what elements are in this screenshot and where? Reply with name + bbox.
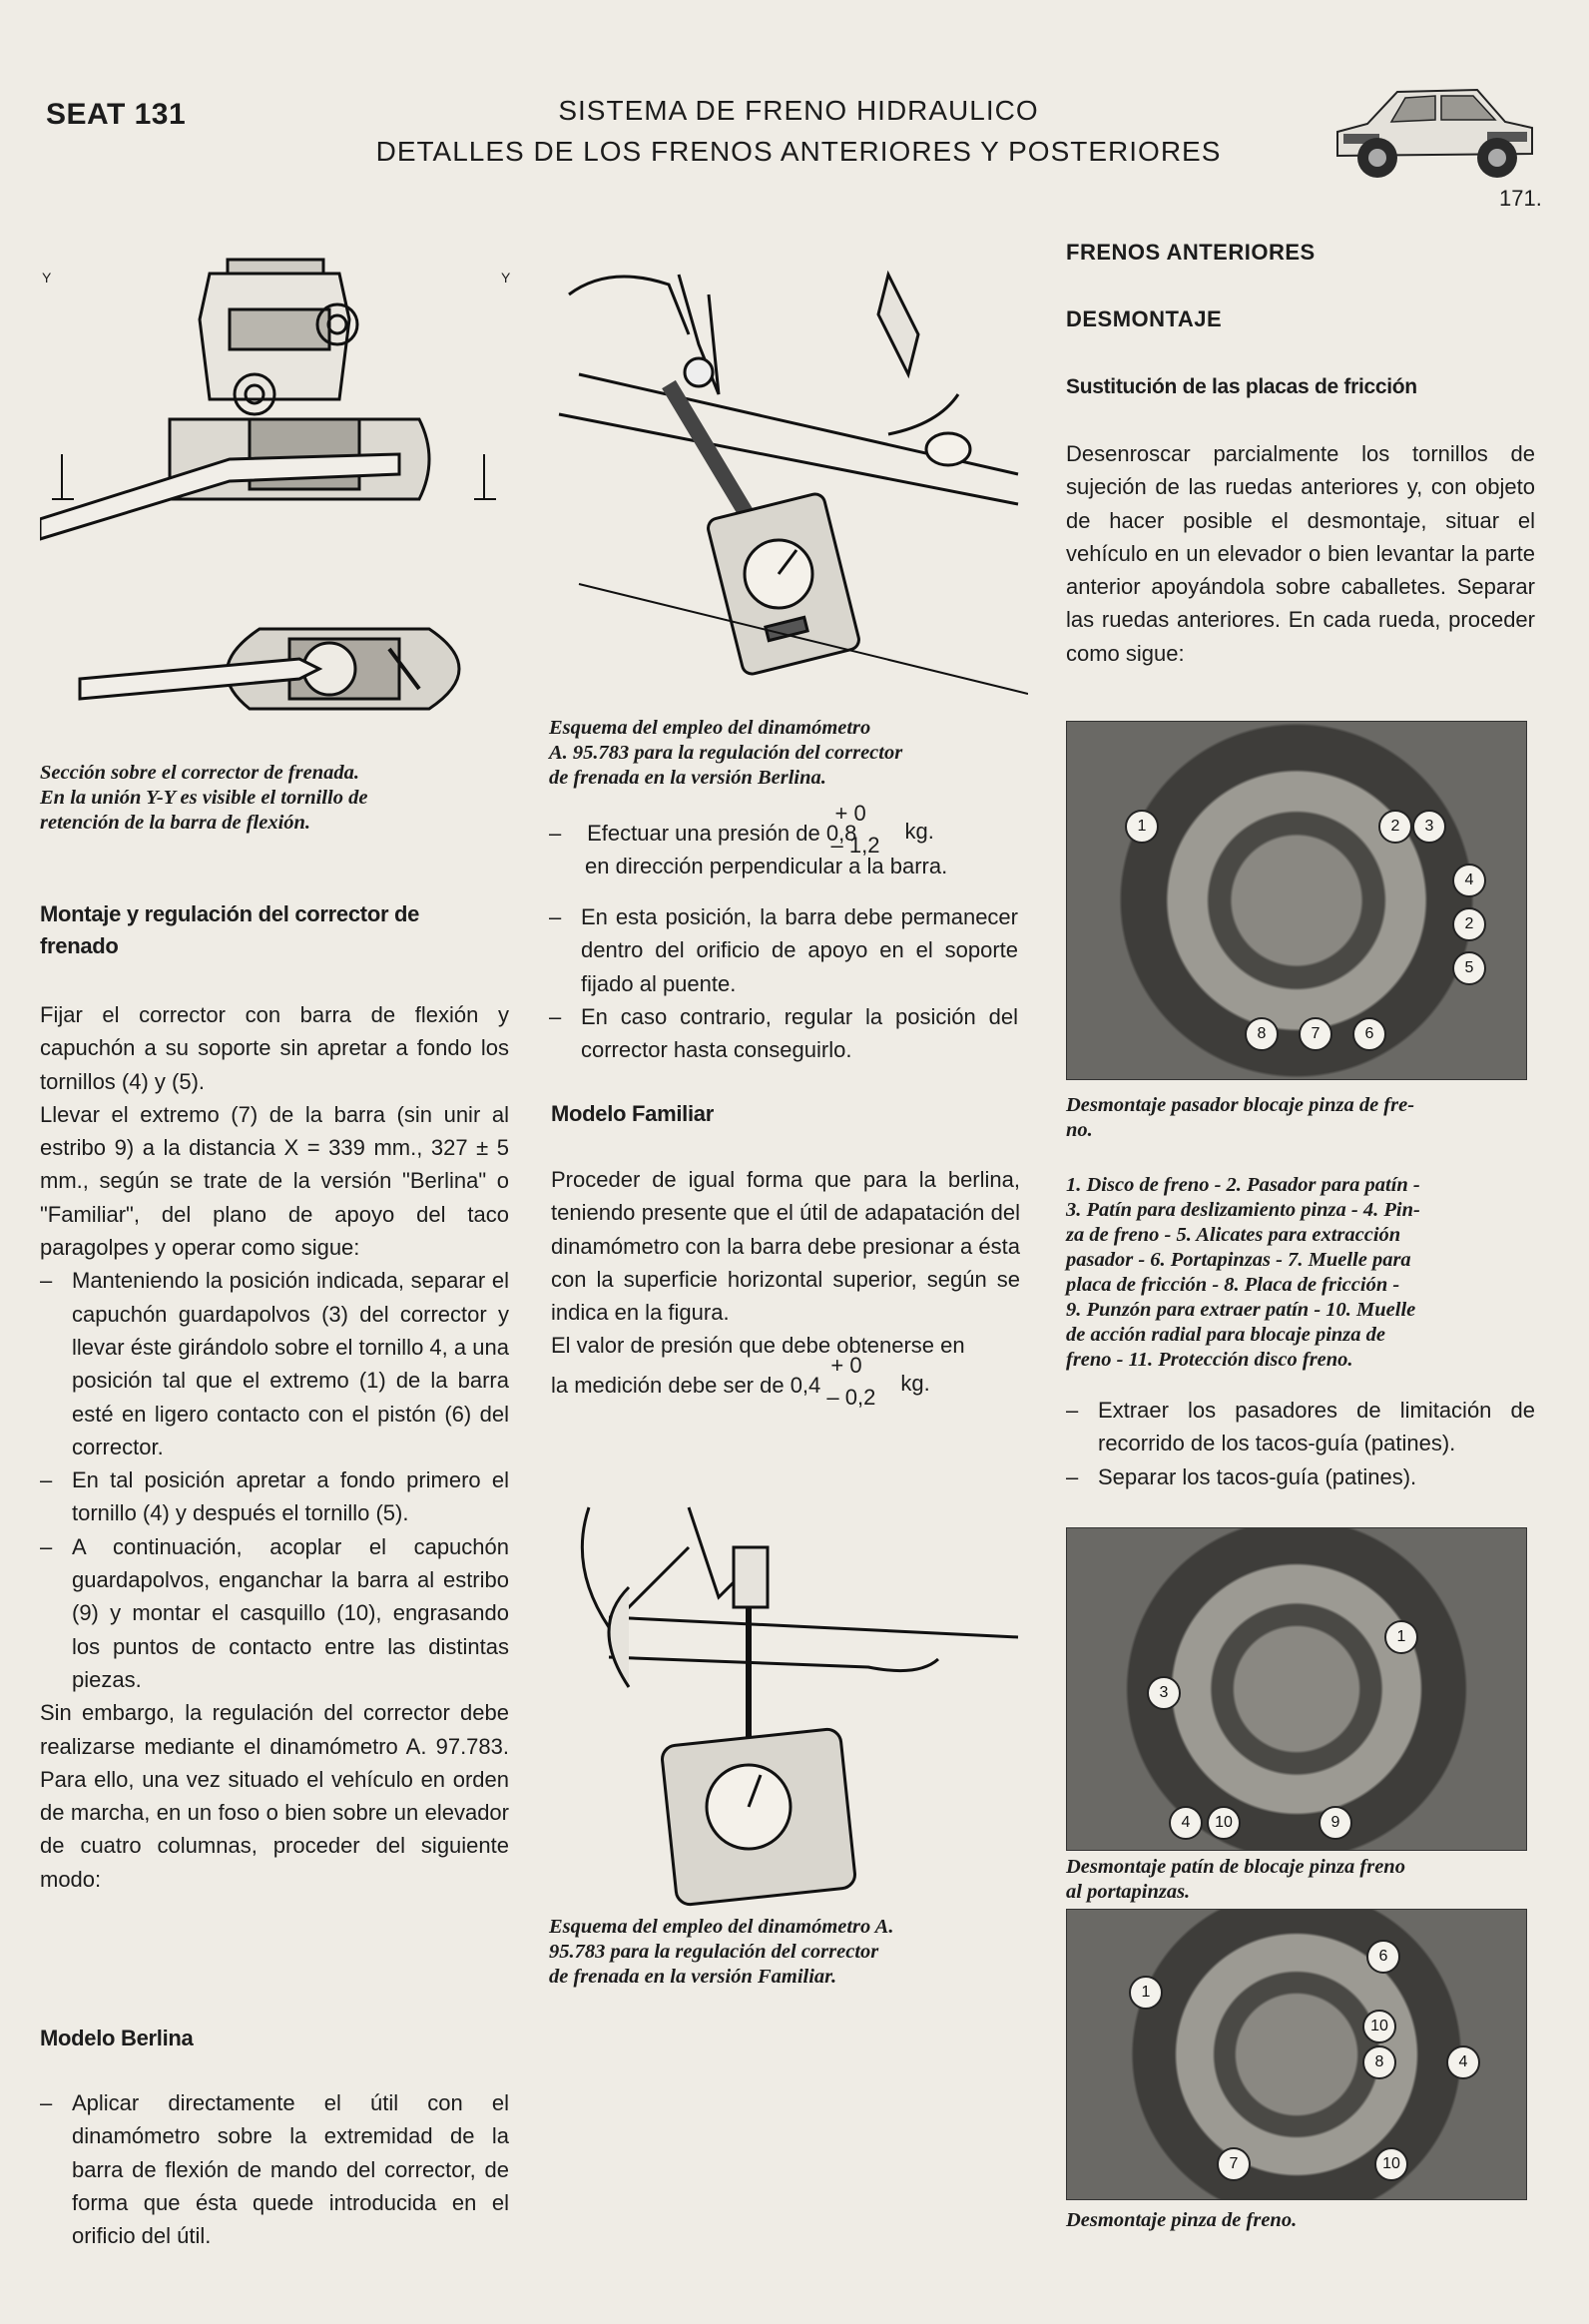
list-item: – En caso contrario, regular la posición del corrector hasta conseguirlo.: [549, 1000, 1018, 1067]
caption-line: Sección sobre el corrector de frenada.: [40, 762, 359, 784]
callout-marker: 9: [1319, 1806, 1352, 1840]
list-item: – En tal posición apretar a fondo primero el tornillo (4) y después el tornillo (5).: [40, 1463, 509, 1530]
parts-legend: [1066, 1173, 1535, 1373]
caption-line: 95.783 para la regulación del corrector: [549, 1941, 879, 1963]
middle-pressure-text: [549, 801, 1018, 883]
photo3-caption: Desmontaje pinza de freno.: [1066, 2209, 1298, 2231]
legend-line: 3. Patín para deslizamiento pinza - 4. Pin-: [1066, 1199, 1420, 1221]
paragraph: Proceder de igual forma que para la berlina, teniendo presente que el útil de adapatación del dinamómetro con la barra debe presionar a ésta con la superficie horizontal superior, según se indica en la figura.: [551, 1167, 1020, 1326]
photo-caliper-slide: [1066, 1527, 1527, 1851]
tolerance-fraction: + 0 – 1,2 kg.: [863, 817, 923, 850]
caption-line: de frenada en la versión Familiar.: [549, 1966, 837, 1988]
callout-marker: 7: [1299, 1017, 1332, 1051]
legend-line: placa de fricción - 8. Placa de fricción -: [1066, 1274, 1400, 1296]
caption-line: no.: [1066, 1119, 1093, 1141]
tolerance-minus: – 1,2: [830, 833, 880, 858]
callout-marker: 8: [1245, 1017, 1279, 1051]
legend-line: 1. Disco de freno - 2. Pasador para patín -: [1066, 1174, 1420, 1196]
list-item: [549, 801, 1018, 858]
section-title-berlina: Modelo Berlina: [40, 2026, 194, 2050]
paragraph: Llevar el extremo (7) de la barra (sin unir al estribo 9) a la distancia X = 339 mm., 327 ± 5 mm., según se trate de la versión "Berlina" o "Familiar", del plano de apoyo del taco paragolpes y operar como sigue:: [40, 1101, 509, 1261]
section-title-familiar: Modelo Familiar: [551, 1101, 714, 1126]
paragraph: Desenroscar parcialmente los tornillos de sujeción de las ruedas anteriores y, con objeto de hacer posible el desmontaje, situar el vehículo en un elevador o bien levantar la parte anterior apoyándola sobre caballetes. Separar las ruedas anteriores. En cada rueda, proceder como sigue:: [1066, 441, 1535, 666]
list-item: – En esta posición, la barra debe permanecer dentro del orificio de apoyo en el soporte fijado al puente.: [549, 900, 1018, 1000]
callout-marker: 3: [1412, 810, 1446, 844]
page-title-line2: DETALLES DE LOS FRENOS ANTERIORES Y POSTERIORES: [375, 136, 1222, 167]
caption-line: al portapinzas.: [1066, 1881, 1191, 1903]
legend-line: za de freno - 5. Alicates para extracción: [1066, 1224, 1401, 1246]
list-item: – Extraer los pasadores de limitación de recorrido de los tacos-guía (patines).: [1066, 1394, 1535, 1460]
paragraph: [551, 1352, 1020, 1410]
list-item: – Aplicar directamente el útil con el dinamómetro sobre la extremidad de la barra de flexión de mando del corrector, de forma que ésta quede introducida en el orificio del útil.: [40, 2086, 509, 2252]
callout-marker: 1: [1384, 1620, 1418, 1654]
tolerance-fraction: [826, 1352, 930, 1410]
subheading-placas: Sustitución de las placas de fricción: [1066, 375, 1417, 398]
left-berlina-text: [40, 2086, 509, 2252]
berlina-dynamometer-figure: [549, 255, 1028, 704]
list-item: – Separar los tacos-guía (patines).: [1066, 1460, 1535, 1493]
section-title-line: frenado: [40, 933, 119, 958]
callout-marker: 10: [1362, 2010, 1396, 2043]
left-body-text: [40, 998, 509, 1896]
car-illustration: [1327, 62, 1537, 192]
page-title-line1: SISTEMA DE FRENO HIDRAULICO: [558, 95, 1039, 126]
section-y-label-left: Y: [42, 270, 52, 286]
callout-marker: 4: [1446, 2045, 1480, 2079]
caption-line: En la unión Y-Y es visible el tornillo de: [40, 787, 368, 809]
pressure-value: Efectuar una presión de 0,8: [587, 821, 857, 846]
section-title-line: Montaje y regulación del corrector de: [40, 901, 420, 926]
corrector-section-figure: [40, 250, 509, 729]
right-bullets: [1066, 1394, 1535, 1493]
berlina-figure-caption: [549, 716, 1028, 791]
heading-frenos-anteriores: FRENOS ANTERIORES: [1066, 240, 1316, 265]
legend-line: de acción radial para blocaje pinza de: [1066, 1324, 1386, 1346]
list-item: – A continuación, acoplar el capuchón guardapolvos, enganchar la barra al estribo (9) y montar el casquillo (10), engrasando los puntos de contacto entre las distintas piezas.: [40, 1530, 509, 1696]
callout-marker: 1: [1129, 1976, 1163, 2010]
photo2-caption: [1066, 1855, 1545, 1905]
legend-line: pasador - 6. Portapinzas - 7. Muelle para: [1066, 1249, 1411, 1271]
caption-line: A. 95.783 para la regulación del corrector: [549, 742, 903, 764]
callout-marker: 10: [1374, 2147, 1408, 2181]
familiar-figure-caption: [549, 1915, 1028, 1990]
paragraph: El valor de presión que debe obtenerse en: [551, 1333, 965, 1359]
right-body-text: [1066, 437, 1535, 670]
photo-brake-disc: [1066, 721, 1527, 1080]
familiar-dynamometer-figure: [549, 1487, 1028, 1907]
caption-line: Desmontaje pasador blocaje pinza de fre-: [1066, 1094, 1415, 1116]
callout-marker: 4: [1452, 864, 1486, 897]
model-name: SEAT 131: [46, 98, 187, 131]
tolerance-plus: + 0: [830, 1352, 862, 1378]
middle-familiar-text: [551, 1163, 1020, 1410]
middle-bullets: [549, 900, 1018, 1066]
callout-marker: 10: [1207, 1806, 1241, 1840]
caption-line: Esquema del empleo del dinamómetro: [549, 717, 871, 739]
list-item: – Manteniendo la posición indicada, separar el capuchón guardapolvos (3) del corrector y llevar éste girándolo sobre el tornillo 4, a una posición tal que el extremo (1) de la barra esté en ligero contacto con el pistón (6) del corrector.: [40, 1264, 509, 1463]
caption-line: de frenada en la versión Berlina.: [549, 767, 826, 789]
callout-marker: 2: [1452, 907, 1486, 941]
caption-line: Desmontaje patín de blocaje pinza freno: [1066, 1856, 1405, 1878]
photo1-caption: [1066, 1093, 1545, 1143]
tolerance-minus: – 0,2: [826, 1384, 876, 1410]
caption-line: Esquema del empleo del dinamómetro A.: [549, 1916, 894, 1938]
legend-line: 9. Punzón para extraer patín - 10. Muelle: [1066, 1299, 1416, 1321]
callout-marker: 4: [1169, 1806, 1203, 1840]
caption-line: retención de la barra de flexión.: [40, 812, 311, 834]
callout-marker: 8: [1362, 2045, 1396, 2079]
callout-marker: 1: [1125, 810, 1159, 844]
callout-marker: 5: [1452, 951, 1486, 985]
section-y-label-right: Y: [501, 270, 511, 286]
pressure-unit: kg.: [900, 1370, 930, 1396]
car-icon: [1327, 62, 1537, 192]
callout-marker: 6: [1352, 1017, 1386, 1051]
callout-marker: 7: [1217, 2147, 1251, 2181]
legend-line: freno - 11. Protección disco freno.: [1066, 1349, 1353, 1371]
section-title-montaje: [40, 898, 519, 962]
photo-caliper-removal: [1066, 1909, 1527, 2200]
heading-desmontaje: DESMONTAJE: [1066, 306, 1223, 331]
callout-marker: 6: [1366, 1940, 1400, 1974]
left-figure-caption: [40, 761, 519, 836]
pressure-value: la medición debe ser de 0,4: [551, 1372, 821, 1398]
paragraph: Sin embargo, la regulación del corrector debe realizarse mediante el dinamómetro A. 97.783. Para ello, una vez situado el vehículo en orden de marcha, en un foso o bien sobre un elevador de cuatro columnas, proceder del siguiente modo:: [40, 1700, 509, 1892]
paragraph: Fijar el corrector con barra de flexión y capuchón a su soporte sin apretar a fondo los tornillos (4) y (5).: [40, 1002, 509, 1094]
callout-marker: 2: [1378, 810, 1412, 844]
callout-marker: 3: [1147, 1676, 1181, 1710]
page-number: 171.: [1499, 186, 1542, 211]
paragraph: en dirección perpendicular a la barra.: [585, 854, 948, 879]
